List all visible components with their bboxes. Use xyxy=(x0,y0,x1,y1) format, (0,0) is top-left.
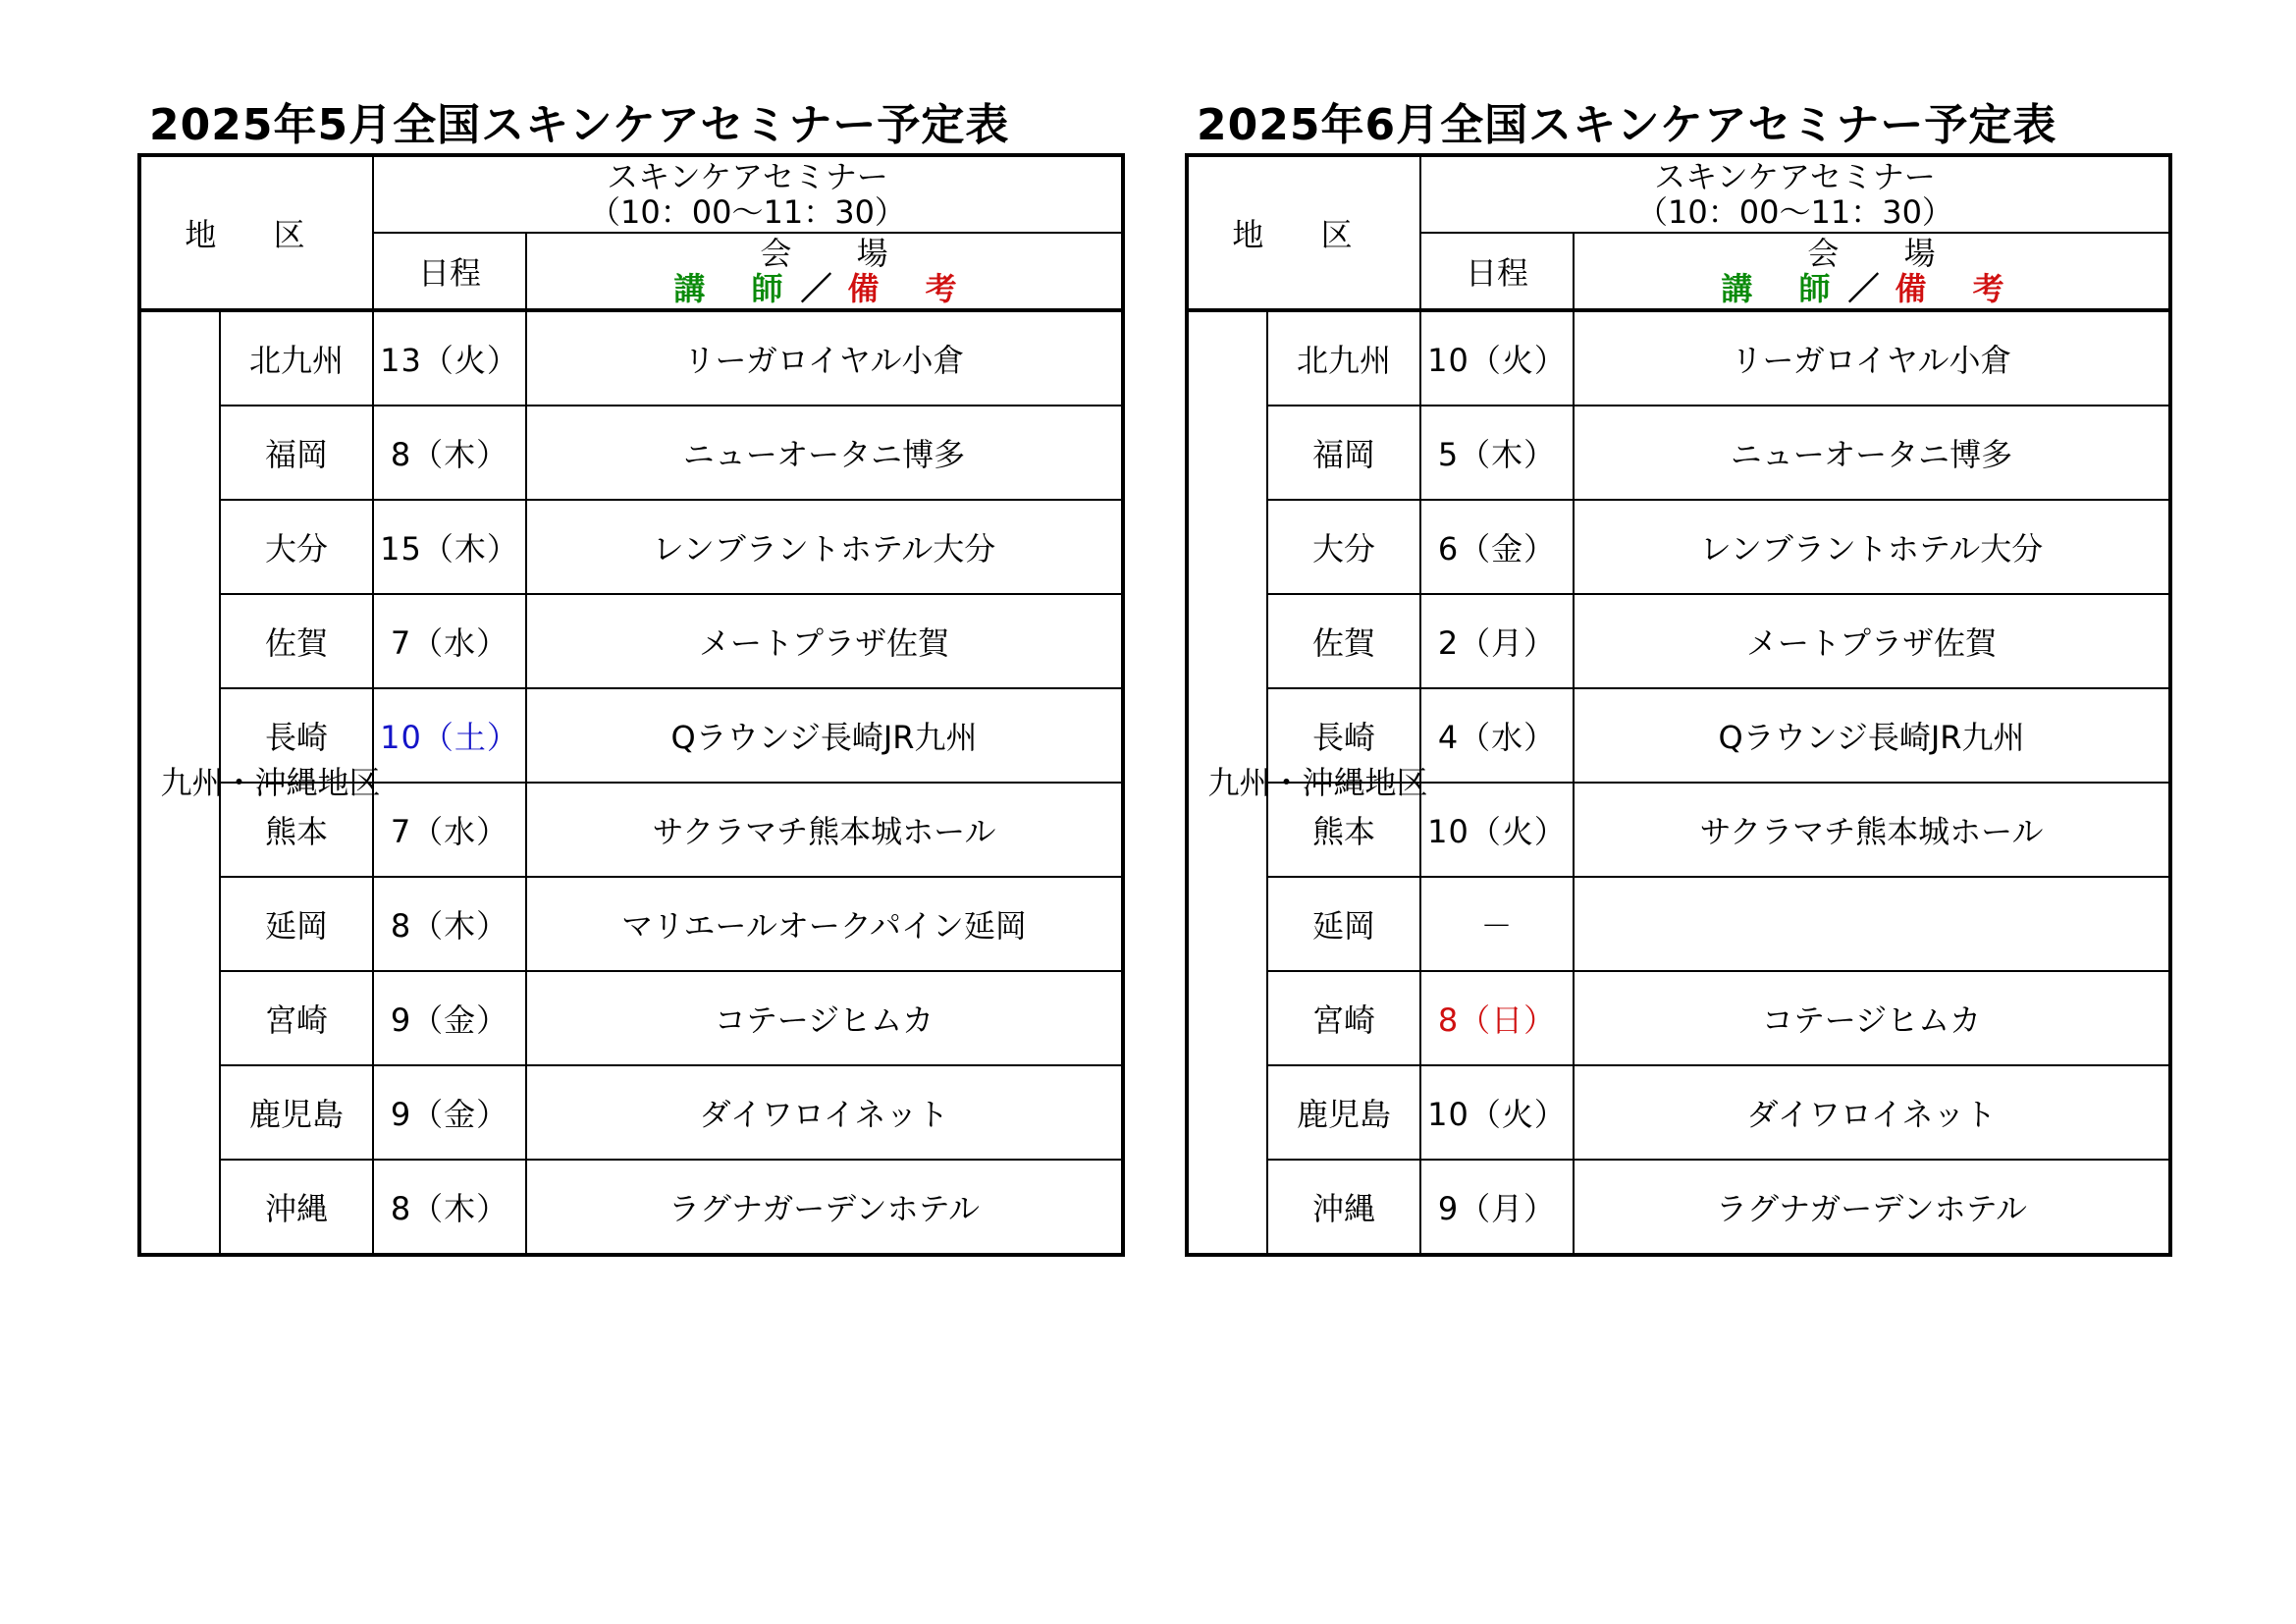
seminar-time: （10：00～11：30） xyxy=(1636,193,1953,231)
table-row xyxy=(139,971,1123,1065)
slash-separator: ／ xyxy=(1847,270,1886,307)
slash-separator: ／ xyxy=(800,270,838,307)
venue-cell: ダイワロイネット xyxy=(526,1065,1123,1160)
date-cell: 7（水） xyxy=(373,594,526,688)
prefecture-cell: 熊本 xyxy=(220,783,373,877)
prefecture-cell: 鹿児島 xyxy=(1267,1065,1420,1160)
date-cell: 8（木） xyxy=(373,1160,526,1255)
table-row xyxy=(139,1065,1123,1160)
venue-cell: マリエールオークパイン延岡 xyxy=(526,877,1123,971)
remarks-label: 備 考 xyxy=(847,270,975,307)
table-row xyxy=(139,310,1123,406)
prefecture-cell: 宮崎 xyxy=(1267,971,1420,1065)
date-cell: 2（月） xyxy=(1420,594,1574,688)
prefecture-cell: 延岡 xyxy=(1267,877,1420,971)
prefecture-cell: 長崎 xyxy=(220,688,373,783)
venue-cell xyxy=(1574,877,2170,971)
prefecture-cell: 大分 xyxy=(1267,500,1420,594)
venue-cell: リーガロイヤル小倉 xyxy=(1574,310,2170,406)
date-header: 日程 xyxy=(373,233,526,310)
prefecture-cell: 沖縄 xyxy=(220,1160,373,1255)
schedule-table xyxy=(137,153,1125,1257)
table-row xyxy=(1187,500,2170,594)
seminar-name: スキンケアセミナー xyxy=(1654,158,1936,195)
date-cell: 13（火） xyxy=(373,310,526,406)
venue-cell: レンブラントホテル大分 xyxy=(526,500,1123,594)
venue-cell: ラグナガーデンホテル xyxy=(1574,1160,2170,1255)
venue-cell: メートプラザ佐賀 xyxy=(1574,594,2170,688)
region-name: 九州・沖縄地区 xyxy=(1207,764,1428,801)
date-cell: 9（金） xyxy=(373,1065,526,1160)
remarks-label: 備 考 xyxy=(1895,270,2022,307)
venue-header-label: 会 場 xyxy=(760,235,916,272)
prefecture-cell: 熊本 xyxy=(1267,783,1420,877)
venue-header xyxy=(526,233,1123,310)
table-row xyxy=(139,877,1123,971)
table-row xyxy=(1187,1160,2170,1255)
table-row xyxy=(139,500,1123,594)
date-cell: 5（木） xyxy=(1420,406,1574,500)
sheet-title: 2025年5月全国スキンケアセミナー予定表 xyxy=(149,100,1010,150)
prefecture-cell: 長崎 xyxy=(1267,688,1420,783)
lecturer-label: 講 師 xyxy=(1721,270,1848,307)
date-cell: 4（水） xyxy=(1420,688,1574,783)
venue-cell: サクラマチ熊本城ホール xyxy=(1574,783,2170,877)
schedule-sheet-june xyxy=(1185,98,2172,1257)
date-cell: 15（木） xyxy=(373,500,526,594)
region-header: 地 区 xyxy=(1187,155,1420,310)
lecturer-label: 講 師 xyxy=(673,270,801,307)
date-header: 日程 xyxy=(1420,233,1574,310)
prefecture-cell: 延岡 xyxy=(220,877,373,971)
lecturer-remarks-label xyxy=(1575,271,2168,306)
venue-cell: メートプラザ佐賀 xyxy=(526,594,1123,688)
table-row xyxy=(1187,971,2170,1065)
header-row-top xyxy=(139,155,1123,233)
seminar-name: スキンケアセミナー xyxy=(607,158,888,195)
date-cell: 10（火） xyxy=(1420,310,1574,406)
schedule-sheet-may xyxy=(137,98,1125,1257)
date-cell: 10（土） xyxy=(373,688,526,783)
table-row xyxy=(139,406,1123,500)
venue-cell: ラグナガーデンホテル xyxy=(526,1160,1123,1255)
venue-header-label: 会 場 xyxy=(1807,235,1963,272)
date-cell: 9（月） xyxy=(1420,1160,1574,1255)
table-row xyxy=(1187,406,2170,500)
table-row xyxy=(1187,877,2170,971)
table-body xyxy=(139,155,1123,1255)
venue-cell: Qラウンジ長崎JR九州 xyxy=(1574,688,2170,783)
table-row xyxy=(139,594,1123,688)
prefecture-cell: 福岡 xyxy=(1267,406,1420,500)
venue-cell: サクラマチ熊本城ホール xyxy=(526,783,1123,877)
date-cell: 8（日） xyxy=(1420,971,1574,1065)
venue-cell: リーガロイヤル小倉 xyxy=(526,310,1123,406)
prefecture-cell: 北九州 xyxy=(220,310,373,406)
seminar-time: （10：00～11：30） xyxy=(589,193,906,231)
date-cell: 6（金） xyxy=(1420,500,1574,594)
prefecture-cell: 鹿児島 xyxy=(220,1065,373,1160)
date-cell: 10（火） xyxy=(1420,1065,1574,1160)
venue-cell: ニューオータニ博多 xyxy=(1574,406,2170,500)
venue-header xyxy=(1574,233,2170,310)
venue-cell: ニューオータニ博多 xyxy=(526,406,1123,500)
sheet-title: 2025年6月全国スキンケアセミナー予定表 xyxy=(1197,100,2057,150)
date-cell: 8（木） xyxy=(373,877,526,971)
table-row xyxy=(1187,1065,2170,1160)
venue-cell: レンブラントホテル大分 xyxy=(1574,500,2170,594)
table-row xyxy=(139,1160,1123,1255)
lecturer-remarks-label xyxy=(527,271,1121,306)
date-cell: 7（水） xyxy=(373,783,526,877)
prefecture-cell: 宮崎 xyxy=(220,971,373,1065)
seminar-header xyxy=(373,155,1123,233)
date-cell: 9（金） xyxy=(373,971,526,1065)
header-row-top xyxy=(1187,155,2170,233)
venue-cell: コテージヒムカ xyxy=(1574,971,2170,1065)
table-row xyxy=(1187,594,2170,688)
prefecture-cell: 福岡 xyxy=(220,406,373,500)
date-cell: － xyxy=(1420,877,1574,971)
date-cell: 10（火） xyxy=(1420,783,1574,877)
prefecture-cell: 沖縄 xyxy=(1267,1160,1420,1255)
region-name: 九州・沖縄地区 xyxy=(160,764,381,801)
venue-cell: コテージヒムカ xyxy=(526,971,1123,1065)
table-row xyxy=(1187,310,2170,406)
schedule-table xyxy=(1185,153,2172,1257)
seminar-header xyxy=(1420,155,2170,233)
venue-cell: Qラウンジ長崎JR九州 xyxy=(526,688,1123,783)
prefecture-cell: 大分 xyxy=(220,500,373,594)
date-cell: 8（木） xyxy=(373,406,526,500)
region-header: 地 区 xyxy=(139,155,373,310)
venue-cell: ダイワロイネット xyxy=(1574,1065,2170,1160)
prefecture-cell: 北九州 xyxy=(1267,310,1420,406)
table-body xyxy=(1187,155,2170,1255)
prefecture-cell: 佐賀 xyxy=(220,594,373,688)
prefecture-cell: 佐賀 xyxy=(1267,594,1420,688)
